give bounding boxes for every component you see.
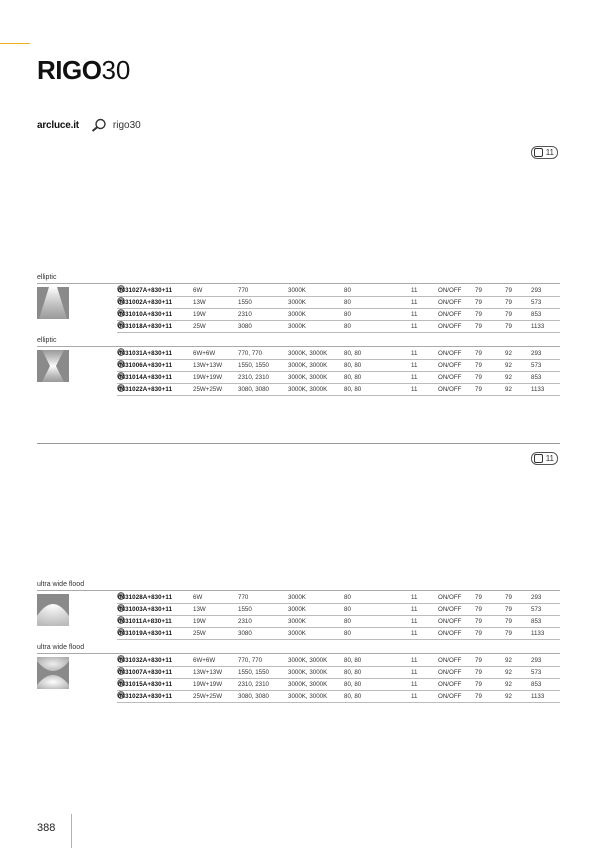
magnifier-icon[interactable] (91, 118, 107, 132)
color-temperature: 3000K, 3000K (288, 386, 328, 393)
dimension-b: 92 (505, 693, 512, 700)
product-code: 0431027A+830+11 (118, 287, 173, 294)
product-code: 0431014A+830+11 (118, 374, 173, 381)
ip-class: 11 (411, 594, 418, 601)
cri: 80, 80 (344, 350, 362, 357)
lumen: 1550 (238, 299, 252, 306)
lumen: 2310 (238, 618, 252, 625)
length: 573 (531, 299, 542, 306)
dimension-b: 79 (505, 630, 512, 637)
dimming: ON/OFF (438, 669, 462, 676)
accent-side-line (71, 814, 72, 848)
title-bold: RIGO (37, 55, 102, 85)
dimming: ON/OFF (438, 606, 462, 613)
power: 6W+6W (193, 657, 216, 664)
power: 13W (193, 606, 206, 613)
cri: 80 (344, 287, 351, 294)
cri: 80, 80 (344, 374, 362, 381)
dimming: ON/OFF (438, 594, 462, 601)
table-row[interactable] (117, 655, 560, 667)
table-row[interactable] (117, 616, 560, 628)
ip-class: 11 (411, 323, 418, 330)
power: 25W (193, 323, 206, 330)
cri: 80, 80 (344, 693, 362, 700)
table-row[interactable] (117, 285, 560, 297)
product-code: 0431019A+830+11 (118, 630, 173, 637)
dimension-a: 79 (475, 606, 482, 613)
power: 13W+13W (193, 669, 223, 676)
table-row[interactable] (117, 667, 560, 679)
flood-single-beam-thumbnail (37, 594, 69, 626)
dimension-a: 79 (475, 362, 482, 369)
ip-class: 11 (411, 630, 418, 637)
lumen: 2310, 2310 (238, 681, 269, 688)
lumen: 770 (238, 287, 249, 294)
product-table (117, 655, 560, 703)
dimension-b: 79 (505, 618, 512, 625)
ip-class: 11 (411, 362, 418, 369)
table-row[interactable] (117, 372, 560, 384)
flood-double-beam-thumbnail (37, 657, 69, 689)
product-group (37, 336, 560, 393)
power: 25W+25W (193, 386, 223, 393)
page-number: 388 (37, 822, 56, 834)
power: 6W (193, 594, 203, 601)
dimming: ON/OFF (438, 287, 462, 294)
dimension-a: 79 (475, 681, 482, 688)
product-table (117, 285, 560, 333)
product-group (37, 643, 560, 700)
product-code: 0431003A+830+11 (118, 606, 173, 613)
elliptic-single-beam-thumbnail (37, 287, 69, 319)
group-label: ultra wide flood (37, 643, 560, 654)
cri: 80 (344, 323, 351, 330)
table-row[interactable] (117, 321, 560, 333)
ip-class: 11 (411, 657, 418, 664)
cri: 80 (344, 311, 351, 318)
dimension-a: 79 (475, 630, 482, 637)
accent-top-line (0, 43, 30, 44)
dimension-a: 79 (475, 374, 482, 381)
lumen: 1550 (238, 606, 252, 613)
product-code: 0431031A+830+11 (118, 350, 173, 357)
page-title (37, 55, 130, 85)
ip-class: 11 (411, 386, 418, 393)
power: 6W+6W (193, 350, 216, 357)
cri: 80 (344, 618, 351, 625)
lumen: 1550, 1550 (238, 362, 269, 369)
ip-class: 11 (411, 693, 418, 700)
product-code: 0431006A+830+11 (118, 362, 173, 369)
ip-badge (531, 146, 558, 159)
length: 573 (531, 606, 542, 613)
ip-class: 11 (411, 311, 418, 318)
search-term[interactable]: rigo30 (112, 119, 141, 131)
power: 19W (193, 311, 206, 318)
color-temperature: 3000K (288, 630, 306, 637)
power: 19W (193, 618, 206, 625)
power: 25W (193, 630, 206, 637)
dimming: ON/OFF (438, 350, 462, 357)
lumen: 1550, 1550 (238, 669, 269, 676)
ip-class: 11 (411, 618, 418, 625)
length: 293 (531, 594, 542, 601)
color-temperature: 3000K (288, 594, 306, 601)
color-temperature: 3000K (288, 287, 306, 294)
product-code: 0431010A+830+11 (118, 311, 173, 318)
table-row[interactable] (117, 592, 560, 604)
lumen: 770, 770 (238, 350, 263, 357)
dimming: ON/OFF (438, 630, 462, 637)
cri: 80, 80 (344, 669, 362, 676)
elliptic-double-beam-thumbnail (37, 350, 69, 382)
dimension-a: 79 (475, 350, 482, 357)
dimming: ON/OFF (438, 386, 462, 393)
length: 853 (531, 374, 542, 381)
ip-class: 11 (411, 287, 418, 294)
dimming: ON/OFF (438, 311, 462, 318)
dimension-b: 92 (505, 681, 512, 688)
dimension-b: 79 (505, 594, 512, 601)
length: 1133 (531, 630, 545, 637)
table-row[interactable] (117, 604, 560, 616)
dimension-b: 92 (505, 386, 512, 393)
dimension-a: 79 (475, 323, 482, 330)
badge-text: 11 (545, 454, 554, 463)
color-temperature: 3000K (288, 311, 306, 318)
table-row[interactable] (117, 297, 560, 309)
length: 293 (531, 657, 542, 664)
dimming: ON/OFF (438, 693, 462, 700)
dimension-b: 92 (505, 350, 512, 357)
lumen: 770, 770 (238, 657, 263, 664)
dimension-a: 79 (475, 287, 482, 294)
color-temperature: 3000K, 3000K (288, 693, 328, 700)
cri: 80, 80 (344, 386, 362, 393)
ip-class: 11 (411, 350, 418, 357)
power: 13W+13W (193, 362, 223, 369)
dimension-a: 79 (475, 311, 482, 318)
square-outline-icon (534, 454, 543, 463)
power: 25W+25W (193, 693, 223, 700)
dimension-a: 79 (475, 299, 482, 306)
color-temperature: 3000K, 3000K (288, 669, 328, 676)
cri: 80, 80 (344, 362, 362, 369)
dimension-b: 92 (505, 657, 512, 664)
cri: 80, 80 (344, 657, 362, 664)
length: 573 (531, 362, 542, 369)
dimension-b: 79 (505, 606, 512, 613)
length: 293 (531, 287, 542, 294)
dimension-b: 79 (505, 323, 512, 330)
product-table (117, 348, 560, 396)
table-row[interactable] (117, 384, 560, 396)
dimming: ON/OFF (438, 618, 462, 625)
color-temperature: 3000K, 3000K (288, 362, 328, 369)
table-row[interactable] (117, 691, 560, 703)
dimension-a: 79 (475, 693, 482, 700)
section-divider (37, 443, 560, 444)
dimension-a: 79 (475, 618, 482, 625)
dimension-a: 79 (475, 657, 482, 664)
lumen: 3080, 3080 (238, 693, 269, 700)
product-code: 0431007A+830+11 (118, 669, 173, 676)
group-label: elliptic (37, 273, 560, 284)
dimming: ON/OFF (438, 362, 462, 369)
badge-text: 11 (545, 148, 554, 157)
power: 13W (193, 299, 206, 306)
dimension-b: 92 (505, 669, 512, 676)
product-code: 0431011A+830+11 (118, 618, 172, 625)
color-temperature: 3000K (288, 606, 306, 613)
product-code: 0431028A+830+11 (118, 594, 173, 601)
dimension-a: 79 (475, 669, 482, 676)
table-row[interactable] (117, 309, 560, 321)
color-temperature: 3000K (288, 618, 306, 625)
weblink[interactable] (37, 118, 141, 132)
cri: 80 (344, 299, 351, 306)
dimming: ON/OFF (438, 323, 462, 330)
dimension-b: 79 (505, 299, 512, 306)
power: 6W (193, 287, 203, 294)
cri: 80 (344, 594, 351, 601)
ip-class: 11 (411, 681, 418, 688)
dimension-b: 79 (505, 311, 512, 318)
title-light: 30 (101, 55, 131, 85)
length: 293 (531, 350, 542, 357)
length: 853 (531, 618, 542, 625)
table-row[interactable] (117, 360, 560, 372)
product-code: 0431022A+830+11 (118, 386, 173, 393)
product-code: 0431018A+830+11 (118, 323, 173, 330)
dimming: ON/OFF (438, 299, 462, 306)
table-row[interactable] (117, 628, 560, 640)
lumen: 770 (238, 594, 249, 601)
dimming: ON/OFF (438, 681, 462, 688)
dimension-a: 79 (475, 386, 482, 393)
dimension-b: 92 (505, 362, 512, 369)
color-temperature: 3000K, 3000K (288, 350, 328, 357)
color-temperature: 3000K, 3000K (288, 681, 328, 688)
lumen: 2310 (238, 311, 252, 318)
table-row[interactable] (117, 679, 560, 691)
group-label: elliptic (37, 336, 560, 347)
cri: 80, 80 (344, 681, 362, 688)
product-group (37, 273, 560, 330)
product-group (37, 580, 560, 637)
color-temperature: 3000K (288, 299, 306, 306)
power: 19W+19W (193, 374, 223, 381)
color-temperature: 3000K, 3000K (288, 374, 328, 381)
length: 1133 (531, 386, 545, 393)
lumen: 3080 (238, 323, 252, 330)
product-code: 0431015A+830+11 (118, 681, 173, 688)
length: 853 (531, 681, 542, 688)
dimension-a: 79 (475, 594, 482, 601)
color-temperature: 3000K, 3000K (288, 657, 328, 664)
dimming: ON/OFF (438, 374, 462, 381)
product-code: 0431002A+830+11 (118, 299, 173, 306)
dimension-b: 79 (505, 287, 512, 294)
ip-badge (531, 452, 558, 465)
lumen: 3080 (238, 630, 252, 637)
product-table (117, 592, 560, 640)
ip-class: 11 (411, 374, 418, 381)
length: 573 (531, 669, 542, 676)
dimming: ON/OFF (438, 657, 462, 664)
length: 1133 (531, 323, 545, 330)
square-outline-icon (534, 148, 543, 157)
cri: 80 (344, 606, 351, 613)
length: 853 (531, 311, 542, 318)
lumen: 3080, 3080 (238, 386, 269, 393)
dimension-b: 92 (505, 374, 512, 381)
ip-class: 11 (411, 669, 418, 676)
product-code: 0431032A+830+11 (118, 657, 173, 664)
length: 1133 (531, 693, 545, 700)
lumen: 2310, 2310 (238, 374, 269, 381)
ip-class: 11 (411, 606, 418, 613)
group-label: ultra wide flood (37, 580, 560, 591)
color-temperature: 3000K (288, 323, 306, 330)
cri: 80 (344, 630, 351, 637)
power: 19W+19W (193, 681, 223, 688)
ip-class: 11 (411, 299, 418, 306)
table-row[interactable] (117, 348, 560, 360)
product-code: 0431023A+830+11 (118, 693, 173, 700)
site-link[interactable]: arcluce.it (37, 119, 79, 131)
